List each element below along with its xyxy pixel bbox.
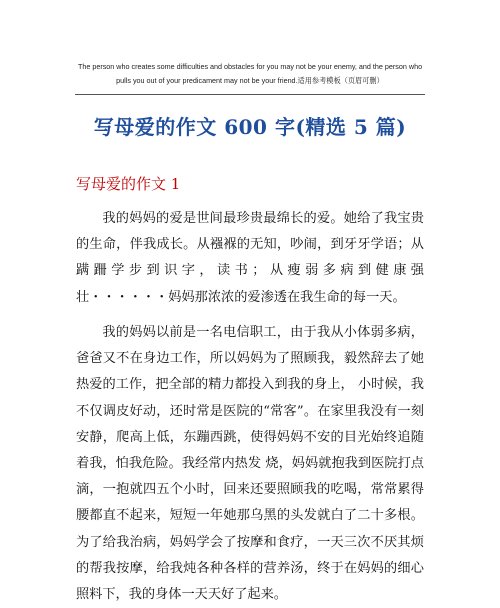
document-title: 写母爱的作文 600 字(精选 5 篇) (93, 115, 407, 139)
paragraph-2: 我的妈妈以前是一名电信职工，由于我从小体弱多病，爸爸又不在身边工作，所以妈妈为了照顾我，毅然辞去了她热爱的工作，把全部的精力都投入到我的身上， 小时候，我不仅调皮好动，还时常是医院的“常客”。在家里我没有一刻安静，爬高上低，东蹦西跳，使得妈妈不安的目光始终追随着我，怕我危险。我经常内热发 烧，妈妈就抱我到医院打点滴，一抱就四五个小时，回来还要照顾我的吃喝，常常累得腰都直不起来，短短一年她那乌黑的头发就白了二十多根。为了给我治病，妈妈学会了按摩和食疗，一天三次不厌其烦的帮我按摩，给我炖各种各样的营养汤，终于在妈妈的细心照料下，我的身体一天天好了起来。 (76, 325, 424, 603)
header-line-2: pulls you out of your predicament may not be your friend.适用参考模板（页眉可删） (116, 76, 384, 85)
section-heading: 写母爱的作文 1 (76, 175, 181, 193)
header-line-1: The person who creates some difficulties and obstacles for you may not be your enemy, and the person who (77, 62, 423, 71)
header-divider (75, 94, 425, 95)
page-header (0, 60, 500, 88)
paragraph-1: 我的妈妈的爱是世间最珍贵最绵长的爱。她给了我宝贵的生命，伴我成长。从襁褓的无知，吵闹，到牙牙学语；从蹒跚学步到识字，读书；从瘦弱多病到健康强壮・・・・・・妈妈那浓浓的爱渗透在我生命的每一天。 (76, 211, 424, 305)
